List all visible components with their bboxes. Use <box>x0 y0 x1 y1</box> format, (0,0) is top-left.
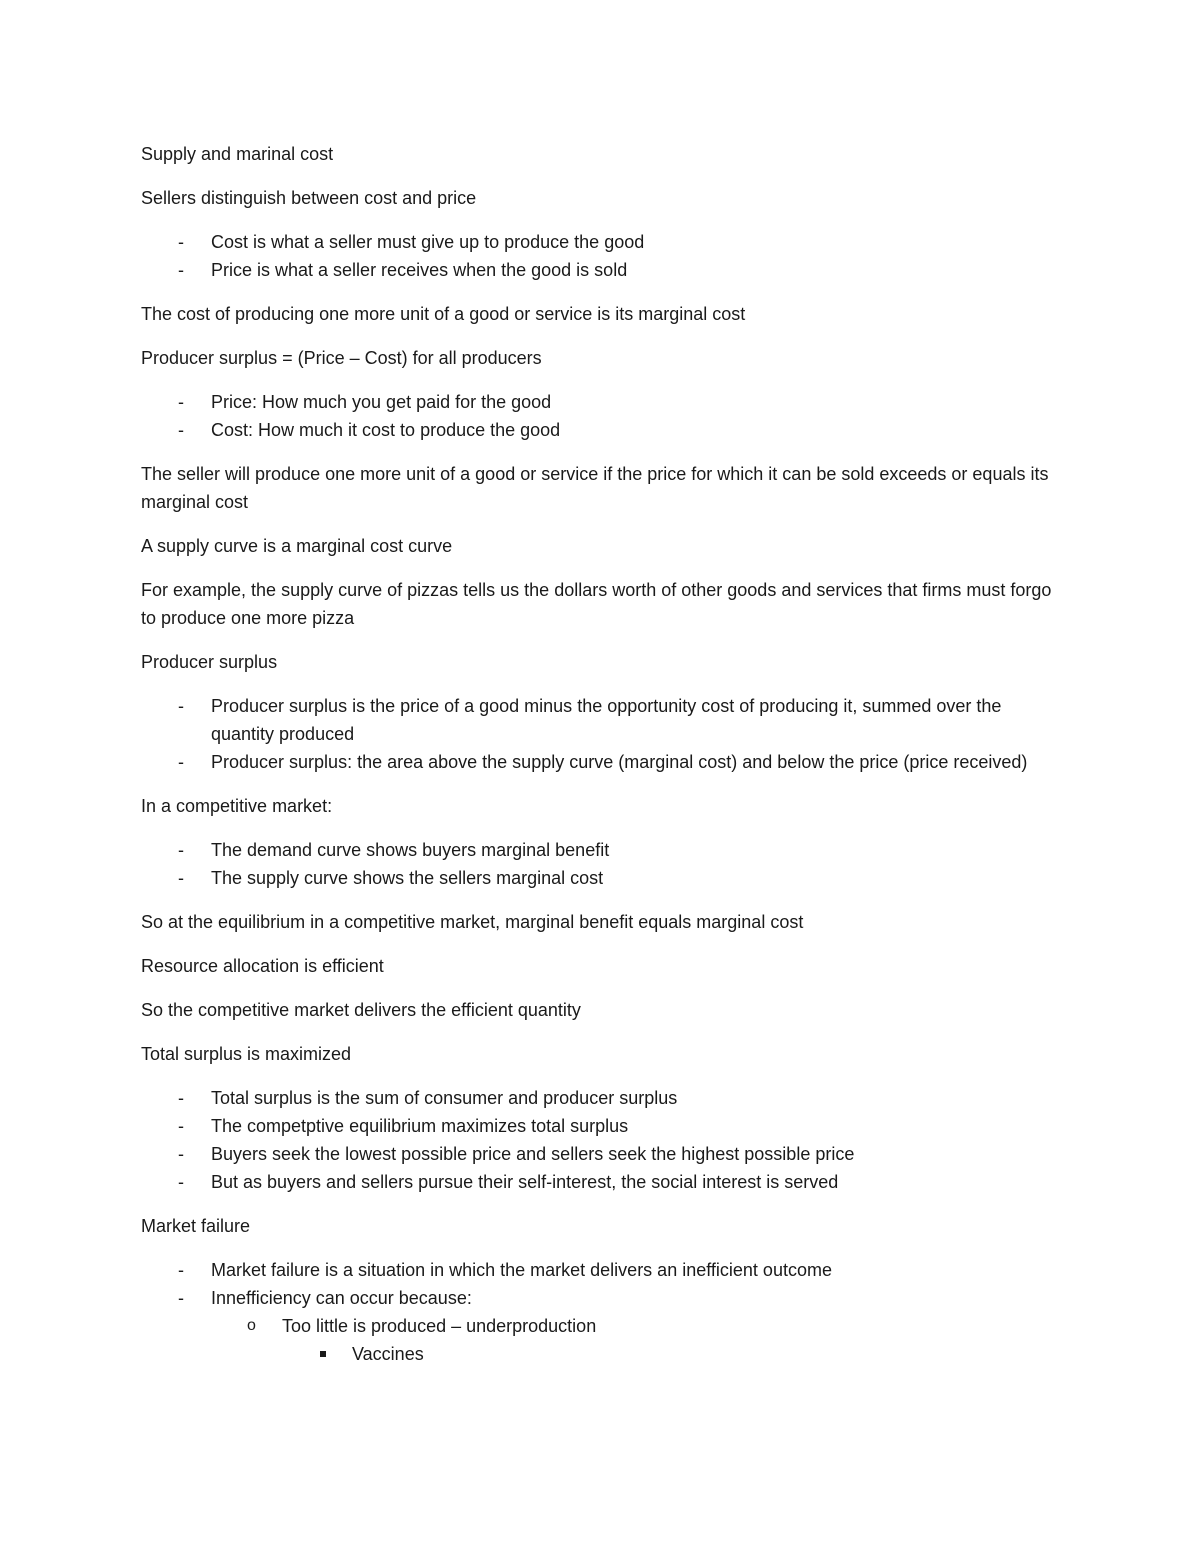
paragraph-so-the-competitive-market-delivers-the-e: So the competitive market delivers the efficient quantity <box>141 1000 581 1020</box>
bullet-list <box>141 692 1061 776</box>
list-item <box>141 692 1061 748</box>
sub-sub-list-item <box>282 1340 1061 1368</box>
list-item <box>141 228 1061 256</box>
dash-bullet-icon: - <box>178 868 184 888</box>
sub-sub-list-item-text: Vaccines <box>352 1344 424 1364</box>
list-item-text: Price is what a seller receives when the good is sold <box>211 260 628 280</box>
list-item <box>141 748 1061 776</box>
list-item-text: Cost is what a seller must give up to produce the good <box>211 232 645 252</box>
list-item-text: But as buyers and sellers pursue their self-interest, the social interest is served <box>211 1172 839 1192</box>
circle-bullet-icon: o <box>247 1317 256 1334</box>
dash-bullet-icon: - <box>178 752 184 772</box>
list-item-text: Producer surplus is the price of a good minus the opportunity cost of producing it, summed over the quantity produced <box>211 696 1002 744</box>
list-item <box>141 1140 1061 1168</box>
paragraph-sellers-distinguish-between-cost-and-pri: Sellers distinguish between cost and price <box>141 188 477 208</box>
list-item-text: The competptive equilibrium maximizes total surplus <box>211 1116 629 1136</box>
bullet-list <box>141 228 1061 284</box>
bullet-list <box>141 1084 1061 1196</box>
square-bullet-icon <box>320 1351 326 1357</box>
sub-sub-list <box>282 1340 1061 1368</box>
list-item-text: The demand curve shows buyers marginal benefit <box>211 840 610 860</box>
list-item-text: Cost: How much it cost to produce the good <box>211 420 561 440</box>
list-item-text: Market failure is a situation in which the market delivers an inefficient outcome <box>211 1260 832 1280</box>
paragraph-in-a-competitive-market: In a competitive market: <box>141 796 333 816</box>
list-item-text: The supply curve shows the sellers marginal cost <box>211 868 604 888</box>
sub-list-item-text: Too little is produced – underproduction <box>282 1316 597 1336</box>
paragraph-a-supply-curve-is-a-marginal-cost-curve: A supply curve is a marginal cost curve <box>141 536 453 556</box>
bullet-list <box>141 836 1061 892</box>
paragraph-the-seller-will-produce-one-more-unit-of: The seller will produce one more unit of a good or service if the price for which it can be sold exceeds or equals its marginal cost <box>141 464 1049 512</box>
dash-bullet-icon: - <box>178 1144 184 1164</box>
dash-bullet-icon: - <box>178 840 184 860</box>
list-item-text: Price: How much you get paid for the good <box>211 392 552 412</box>
list-item <box>141 836 1061 864</box>
list-item <box>141 864 1061 892</box>
list-item-text: Innefficiency can occur because: <box>211 1288 472 1308</box>
document-page <box>141 140 1061 1384</box>
paragraph-supply-and-marinal-cost: Supply and marinal cost <box>141 144 334 164</box>
dash-bullet-icon: - <box>178 392 184 412</box>
paragraph-for-example-the-supply-curve-of-pizzas-t: For example, the supply curve of pizzas tells us the dollars worth of other goods and services that firms must forgo to produce one more pizza <box>141 580 1052 628</box>
list-item <box>141 1168 1061 1196</box>
paragraph-resource-allocation-is-efficient: Resource allocation is efficient <box>141 956 384 976</box>
list-item-text: Buyers seek the lowest possible price and sellers seek the highest possible price <box>211 1144 855 1164</box>
dash-bullet-icon: - <box>178 232 184 252</box>
list-item-text: Total surplus is the sum of consumer and producer surplus <box>211 1088 678 1108</box>
paragraph-the-cost-of-producing-one-more-unit-of-a: The cost of producing one more unit of a good or service is its marginal cost <box>141 304 746 324</box>
list-item <box>141 1284 1061 1368</box>
list-item <box>141 1112 1061 1140</box>
paragraph-so-at-the-equilibrium-in-a-competitive-m: So at the equilibrium in a competitive market, marginal benefit equals marginal cost <box>141 912 804 932</box>
dash-bullet-icon: - <box>178 260 184 280</box>
paragraph-total-surplus-is-maximized: Total surplus is maximized <box>141 1044 352 1064</box>
list-item <box>141 388 1061 416</box>
paragraph-market-failure: Market failure <box>141 1216 251 1236</box>
dash-bullet-icon: - <box>178 1288 184 1308</box>
sub-list-item <box>211 1312 1061 1368</box>
list-item-text: Producer surplus: the area above the supply curve (marginal cost) and below the price (price received) <box>211 752 1028 772</box>
dash-bullet-icon: - <box>178 1116 184 1136</box>
bullet-list <box>141 1256 1061 1368</box>
dash-bullet-icon: - <box>178 1172 184 1192</box>
paragraph-producer-surplus: Producer surplus <box>141 652 278 672</box>
list-item <box>141 1256 1061 1284</box>
list-item <box>141 256 1061 284</box>
dash-bullet-icon: - <box>178 1260 184 1280</box>
bullet-list <box>141 388 1061 444</box>
paragraph-producer-surplus-price-cost-for-all-prod: Producer surplus = (Price – Cost) for all producers <box>141 348 542 368</box>
dash-bullet-icon: - <box>178 420 184 440</box>
list-item <box>141 1084 1061 1112</box>
sub-list <box>211 1312 1061 1368</box>
list-item <box>141 416 1061 444</box>
dash-bullet-icon: - <box>178 696 184 716</box>
dash-bullet-icon: - <box>178 1088 184 1108</box>
